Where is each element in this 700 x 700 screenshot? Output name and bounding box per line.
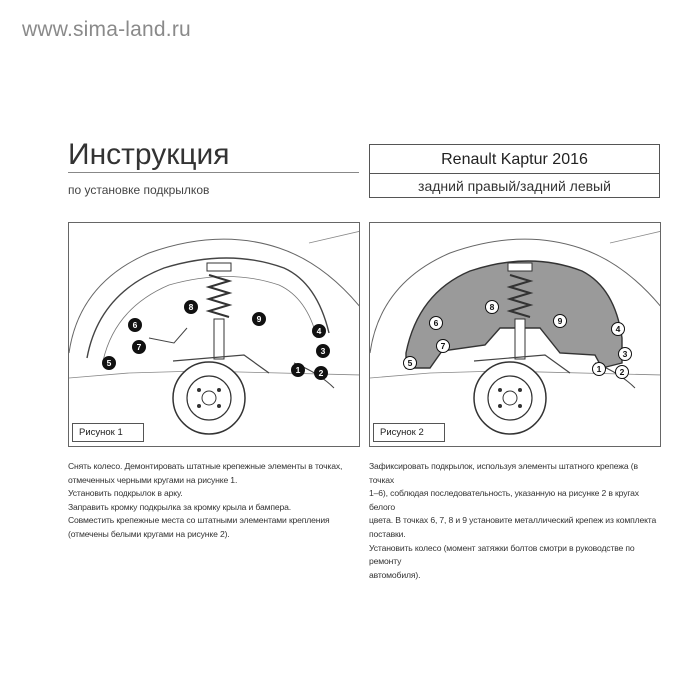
- marker-label: 2: [619, 367, 625, 377]
- page-title: Инструкция: [68, 138, 230, 171]
- marker-label: 3: [320, 346, 326, 356]
- car-model: Renault Kaptur 2016: [370, 145, 659, 174]
- wheel-arch-outer: [87, 258, 329, 358]
- instruction-line: автомобиля).: [369, 569, 421, 580]
- instruction-line: Снять колесо. Демонтировать штатные крепежные элементы в точках,: [68, 461, 343, 471]
- marker-point-3: [317, 345, 330, 358]
- marker-label: 6: [433, 318, 439, 328]
- instruction-line: отмеченных черными кругами на рисунке 1.: [68, 474, 238, 485]
- figure-2-label: Рисунок 2: [373, 423, 445, 442]
- marker-label: 1: [596, 364, 602, 374]
- marker-point-4: [612, 323, 625, 336]
- marker-point-3: [619, 348, 632, 361]
- marker-point-8: [185, 301, 198, 314]
- instruction-line: цвета. В точках 6, 7, 8 и 9 установите металлический крепеж из комплекта: [369, 515, 657, 526]
- figure-2: [369, 222, 661, 447]
- instructions-right: [369, 460, 665, 582]
- marker-point-9: [253, 313, 266, 326]
- shock-absorber: [515, 319, 525, 359]
- marker-label: 7: [136, 342, 142, 352]
- marker-label: 7: [440, 341, 446, 351]
- title-divider: [68, 172, 359, 173]
- marker-label: 1: [295, 365, 301, 375]
- marker-point-9: [554, 315, 567, 328]
- marker-point-8: [486, 301, 499, 314]
- body-line: [610, 231, 661, 243]
- marker-point-6: [129, 319, 142, 332]
- spring-top: [207, 263, 231, 271]
- marker-label: 3: [622, 349, 628, 359]
- marker-point-5: [404, 357, 417, 370]
- instruction-line: 1–6), соблюдая последовательность, указанную на рисунке 2 в кругах белого: [369, 488, 639, 512]
- marker-label: 5: [106, 358, 112, 368]
- marker-label: 8: [188, 302, 194, 312]
- marker-point-5: [103, 357, 116, 370]
- instruction-line: поставки.: [369, 528, 406, 539]
- marker-point-7: [133, 341, 146, 354]
- marker-point-2: [616, 366, 629, 379]
- bracket: [149, 328, 187, 343]
- hub-center: [503, 391, 517, 405]
- watermark: www.sima-land.ru: [22, 18, 191, 41]
- figure-1-drawing: [69, 223, 360, 447]
- instruction-line: (отмечены белыми кругами на рисунке 2).: [68, 528, 230, 539]
- hub-center: [202, 391, 216, 405]
- figure-2-drawing: [370, 223, 661, 447]
- instruction-line: Зафиксировать подкрылок, используя элементы штатного крепежа (в точках: [369, 461, 638, 485]
- car-side: задний правый/задний левый: [418, 178, 611, 194]
- marker-label: 9: [557, 316, 563, 326]
- figure-1-label: Рисунок 1: [72, 423, 144, 442]
- spring-coil: [209, 275, 229, 317]
- marker-point-4: [313, 325, 326, 338]
- marker-point-1: [593, 363, 606, 376]
- instruction-line: Совместить крепежные места со штатными элементами крепления: [68, 515, 330, 526]
- marker-label: 8: [489, 302, 495, 312]
- shock-absorber: [214, 319, 224, 359]
- page-subtitle: по установке подкрылков: [68, 183, 210, 197]
- marker-point-6: [430, 317, 443, 330]
- marker-label: 5: [407, 358, 413, 368]
- marker-label: 4: [316, 326, 322, 336]
- marker-label: 6: [132, 320, 138, 330]
- instructions-left: [68, 460, 368, 542]
- marker-label: 4: [615, 324, 621, 334]
- body-line: [309, 231, 360, 243]
- marker-point-7: [437, 340, 450, 353]
- product-box: [369, 144, 660, 198]
- marker-label: 2: [318, 368, 324, 378]
- figure-1: [68, 222, 360, 447]
- instruction-line: Заправить кромку подкрылка за кромку крыла и бампера.: [68, 501, 292, 512]
- marker-point-2: [315, 367, 328, 380]
- instruction-line: Установить подкрылок в арку.: [68, 488, 183, 499]
- spring-top: [508, 263, 532, 271]
- marker-label: 9: [256, 314, 262, 324]
- instruction-line: Установить колесо (момент затяжки болтов смотри в руководстве по ремонту: [369, 542, 635, 567]
- marker-point-1: [292, 364, 305, 377]
